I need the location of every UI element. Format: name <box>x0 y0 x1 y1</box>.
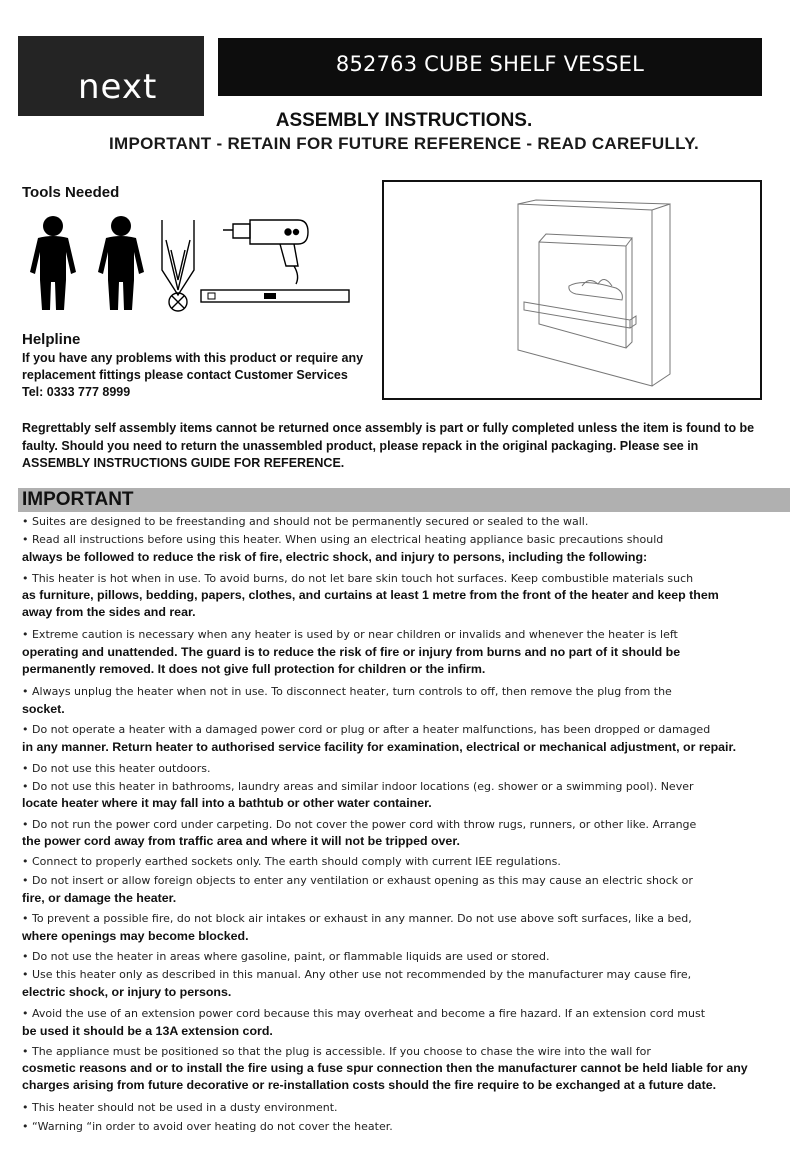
returns-notice: ASSEMBLY INSTRUCTIONS GUIDE FOR REFERENCE. <box>22 456 345 470</box>
important-bullet: • Always unplug the heater when not in use. To disconnect heater, turn controls to off, then remove the plug from the <box>22 685 672 698</box>
helpline-phone: Tel: 0333 777 8999 <box>22 385 131 399</box>
important-bullet: • Do not run the power cord under carpeting. Do not cover the power cord with throw rugs, runners, or other like. Arrange <box>22 818 697 831</box>
important-bullet: • This heater should not be used in a dusty environment. <box>22 1101 338 1114</box>
important-bullet-continuation: fire, or damage the heater. <box>22 891 177 905</box>
screwdriver-icon <box>162 220 194 311</box>
important-bullet-continuation: away from the sides and rear. <box>22 605 196 619</box>
important-bullet-continuation: socket. <box>22 702 65 716</box>
helpline-text: replacement fittings please contact Customer Services <box>22 368 348 382</box>
important-bullet-continuation: always be followed to reduce the risk of fire, electric shock, and injury to persons, including the following: <box>22 550 648 564</box>
important-bullet: • Do not insert or allow foreign objects to enter any ventilation or exhaust opening as this may cause an electric shock or <box>22 874 693 887</box>
important-bullet-continuation: operating and unattended. The guard is to reduce the risk of fire or injury from burns and no part of it should be <box>22 645 681 659</box>
important-bullet: • “Warning “in order to avoid over heating do not cover the heater. <box>22 1120 393 1133</box>
important-bullet-continuation: permanently removed. It does not give full protection for children or the infirm. <box>22 662 486 676</box>
important-bullet-continuation: where openings may become blocked. <box>22 929 249 943</box>
important-bullet: • Extreme caution is necessary when any heater is used by or near children or invalids and whenever the heater is left <box>22 628 678 641</box>
product-image-frame <box>382 180 762 400</box>
retain-heading: IMPORTANT - RETAIN FOR FUTURE REFERENCE - READ CAREFULLY. <box>108 134 700 153</box>
spirit-level-icon <box>201 290 349 302</box>
important-bullet-continuation: be used it should be a 13A extension cord. <box>22 1024 273 1038</box>
important-bullet: • The appliance must be positioned so that the plug is accessible. If you choose to chase the wire into the wall for <box>22 1045 651 1058</box>
important-bullet-continuation: electric shock, or injury to persons. <box>22 985 232 999</box>
important-bullet: • Connect to properly earthed sockets only. The earth should comply with current IEE regulations. <box>22 855 561 868</box>
drill-icon <box>223 220 308 284</box>
important-bullet: • Read all instructions before using this heater. When using an electrical heating appliance basic precautions should <box>22 533 664 546</box>
brand-logo-text: next <box>78 67 158 107</box>
important-title: IMPORTANT <box>22 489 134 510</box>
tools-illustration <box>18 210 363 315</box>
important-bullet-continuation: locate heater where it may fall into a bathtub or other water container. <box>22 796 432 810</box>
product-illustration <box>384 182 760 398</box>
important-bullet-continuation: cosmetic reasons and or to install the fire using a fuse spur connection then the manufacturer cannot be held liable for any <box>22 1061 748 1075</box>
important-section-header <box>18 488 790 512</box>
helpline-title: Helpline <box>22 331 81 348</box>
helpline-text: If you have any problems with this product or require any <box>22 351 364 365</box>
important-bullet-continuation: charges arising from future decorative or re-installation costs should the fire require to be exchanged at a future date. <box>22 1078 717 1092</box>
tools-needed-title: Tools Needed <box>22 184 120 201</box>
important-bullet-continuation: the power cord away from traffic area and where it will not be tripped over. <box>22 834 460 848</box>
important-bullet: • Do not use the heater in areas where gasoline, paint, or flammable liquids are used or stored. <box>22 950 550 963</box>
assembly-heading: ASSEMBLY INSTRUCTIONS. <box>275 110 533 131</box>
returns-notice: faulty. Should you need to return the unassembled product, please repack in the original packaging. Please see in <box>22 439 699 453</box>
important-bullet: • Use this heater only as described in this manual. Any other use not recommended by the manufacturer may cause fire, <box>22 968 692 981</box>
important-bullet-continuation: as furniture, pillows, bedding, papers, clothes, and curtains at least 1 metre from the front of the heater and keep them <box>22 588 719 602</box>
important-bullet: • Suites are designed to be freestanding and should not be permanently secured or sealed to the wall. <box>22 515 589 528</box>
important-bullet: • This heater is hot when in use. To avoid burns, do not let bare skin touch hot surfaces. Keep combustible materials such <box>22 572 694 585</box>
important-bullet: • To prevent a possible fire, do not block air intakes or exhaust in any manner. Do not use above soft surfaces, like a bed, <box>22 912 692 925</box>
product-title-bar <box>218 38 762 96</box>
product-title: 852763 CUBE SHELF VESSEL <box>335 52 645 76</box>
important-bullet: • Do not use this heater in bathrooms, laundry areas and similar indoor locations (eg. shower or a swimming pool). Never <box>22 780 694 793</box>
important-bullet: • Do not operate a heater with a damaged power cord or plug or after a heater malfunctions, has been dropped or damaged <box>22 723 711 736</box>
important-bullet-continuation: in any manner. Return heater to authorised service facility for examination, electrical or mechanical adjustment, or repair. <box>22 740 737 754</box>
person-icon <box>98 216 144 310</box>
important-bullet: • Avoid the use of an extension power cord because this may overheat and become a fire hazard. If an extension cord must <box>22 1007 706 1020</box>
important-bullet: • Do not use this heater outdoors. <box>22 762 211 775</box>
person-icon <box>30 216 76 310</box>
returns-notice: Regrettably self assembly items cannot be returned once assembly is part or fully completed unless the item is found to be <box>22 421 755 435</box>
